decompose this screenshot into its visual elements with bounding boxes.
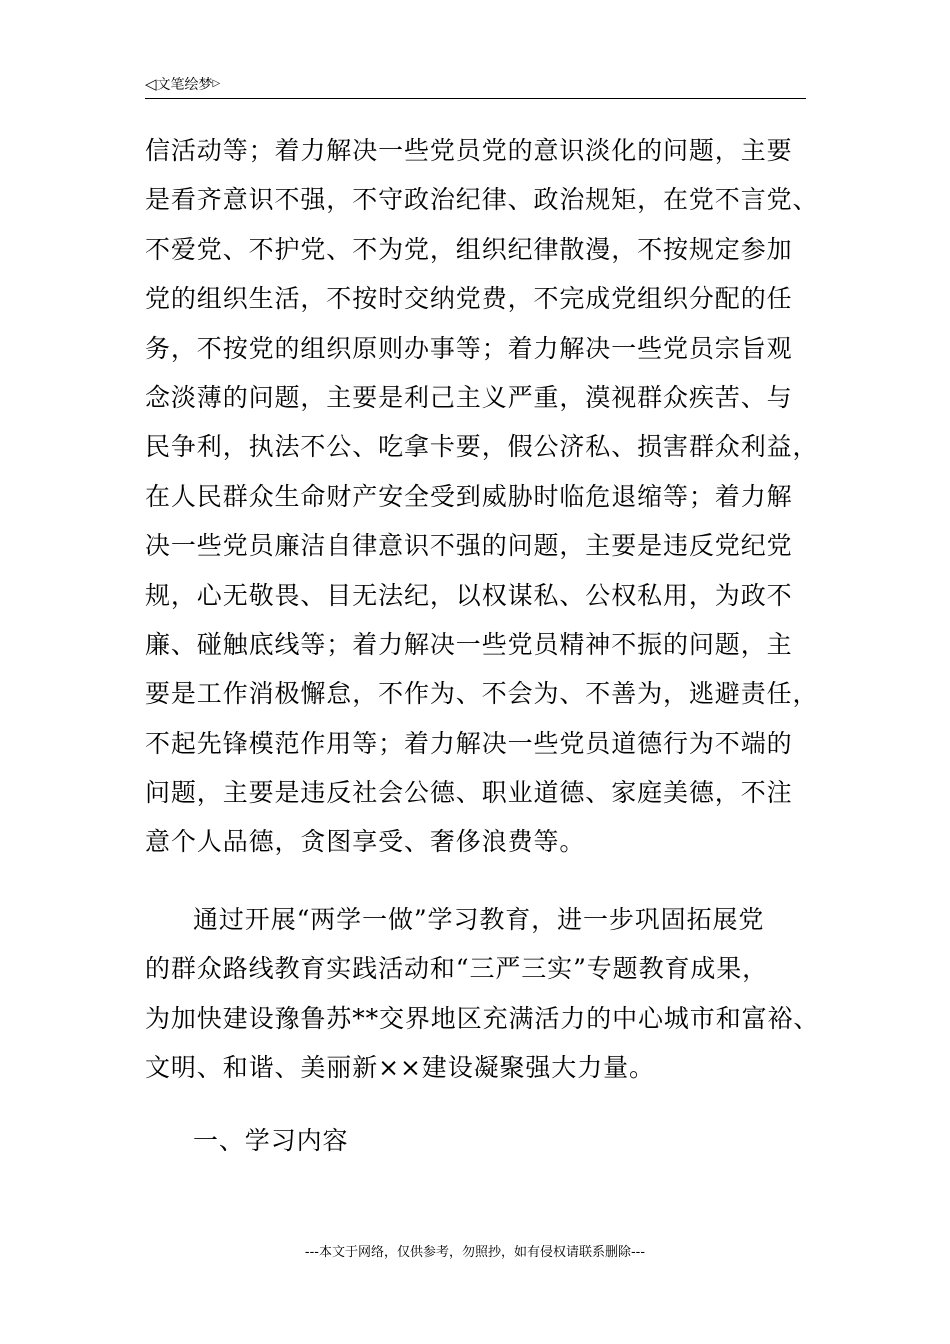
paragraph-line: 信活动等；着力解决一些党员党的意识淡化的问题，主要 [145,136,793,165]
paragraph-line: 的群众路线教育实践活动和“三严三实”专题教育成果， [145,954,769,984]
page-footer: ---本文于网络，仅供参考，勿照抄，如有侵权请联系删除--- [304,1245,646,1260]
paragraph-line: 决一些党员廉洁自律意识不强的问题，主要是违反党纪党 [145,531,793,561]
page-header [145,74,806,99]
paragraph-line: 党的组织生活，不按时交纳党费，不完成党组织分配的任 [145,284,793,314]
paragraph-2 [145,895,820,1093]
paragraph-line: 为加快建设豫鲁苏**交界地区充满活力的中心城市和富裕、 [145,1003,820,1033]
left-triangle-icon: ◁ [145,75,157,93]
paragraph-line: 规，心无敬畏、目无法纪，以权谋私、公权私用，为政不 [145,580,793,610]
header-title: 文笔绘梦 [156,77,213,93]
paragraph-line: 廉、碰触底线等；着力解决一些党员精神不振的问题，主 [145,629,793,659]
paragraph-line: 文明、和谐、美丽新××建设凝聚强大力量。 [145,1053,655,1083]
paragraph-line: 不爱党、不护党、不为党，组织纪律散漫，不按规定参加 [145,234,793,264]
paragraph-1 [145,126,819,867]
section-heading: 一、学习内容 [193,1126,349,1155]
paragraph-line: 是看齐意识不强，不守政治纪律、政治规矩，在党不言党、 [145,185,819,215]
paragraph-line: 民争利，执法不公、吃拿卡要，假公济私、损害群众利益， [145,432,819,462]
paragraph-line: 意个人品德，贪图享受、奢侈浪费等。 [145,827,586,857]
paragraph-line: 通过开展“两学一做”学习教育，进一步巩固拓展党 [193,905,765,934]
paragraph-line: 要是工作消极懈怠，不作为、不会为、不善为，逃避责任， [145,679,819,709]
paragraph-line: 问题，主要是违反社会公德、职业道德、家庭美德，不注 [145,778,793,808]
paragraph-line: 不起先锋模范作用等；着力解决一些党员道德行为不端的 [145,728,793,758]
paragraph-line: 务，不按党的组织原则办事等；着力解决一些党员宗旨观 [145,333,793,363]
paragraph-line: 念淡薄的问题，主要是利己主义严重，漠视群众疾苦、与 [145,382,793,412]
right-triangle-icon: ▷ [212,78,221,89]
paragraph-line: 在人民群众生命财产安全受到威胁时临危退缩等；着力解 [145,481,793,511]
